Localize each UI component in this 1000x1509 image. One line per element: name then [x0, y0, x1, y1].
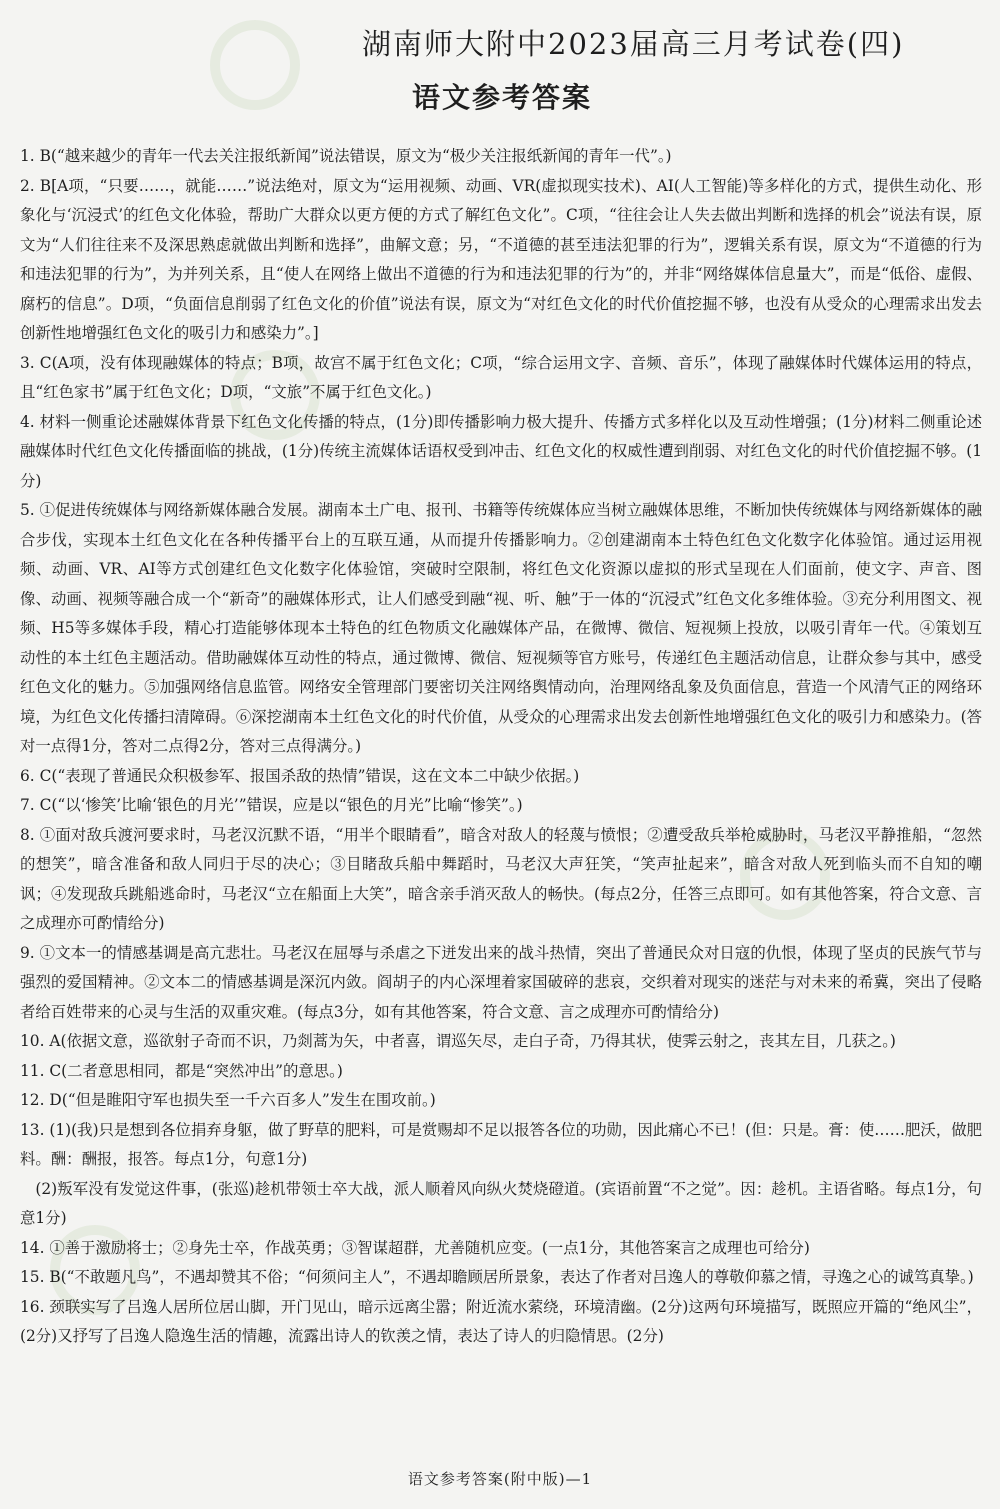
answer-item-8: 8. ①面对敌兵渡河要求时，马老汉沉默不语，“用半个眼睛看”，暗含对敌人的轻蔑与愤恨；②遭受敌兵举枪威胁时，马老汉平静推船，“忽然的想笑”，暗含准备和敌人同归于尽的决心；③目睹敌兵船中舞蹈时，马老汉大声狂笑，“笑声扯起来”，暗含对敌人死到临头而不自知的嘲讽；④发现敌兵跳船逃命时，马老汉“立在船面上大笑”，暗含亲手消灭敌人的畅快。(每点2分，任答三点即可。如有其他答案，符合文意、言之成理亦可酌情给分): [20, 825, 982, 932]
answer-list: [20, 142, 982, 1352]
page-subtitle: 语文参考答案: [412, 81, 593, 114]
page-title: 湖南师大附中2023届高三月考试卷(四): [362, 27, 905, 61]
page-footer: 语文参考答案(附中版)—1: [407, 1470, 593, 1488]
answer-item-1: 1. B(“越来越少的青年一代去关注报纸新闻”说法错误，原文为“极少关注报纸新闻的青年一代”。): [20, 147, 672, 165]
document-header: [0, 0, 1000, 120]
answer-item-12: 12. D(“但是睢阳守军也损失至一千六百多人”发生在围攻前。): [20, 1091, 436, 1109]
answer-item-6: 6. C(“表现了普通民众积极参军、报国杀敌的热情”错误，这在文本二中缺少依据。): [20, 766, 580, 785]
answer-item-14: 14. ①善于激励将士；②身先士卒，作战英勇；③智谋超群，尤善随机应变。(一点1分，其他答案言之成理也可给分): [20, 1238, 810, 1257]
answer-item-3: 3. C(A项，没有体现融媒体的特点；B项，故宫不属于红色文化；C项，“综合运用文字、音频、音乐”，体现了融媒体时代媒体运用的特点，且“红色家书”属于红色文化；D项，“文旅”不属于红色文化。): [20, 353, 982, 401]
answer-item-5: 5. ①促进传统媒体与网络新媒体融合发展。湖南本土广电、报刊、书籍等传统媒体应当树立融媒体思维，不断加快传统媒体与网络新媒体的融合步伐，实现本土红色文化在各种传播平台上的互联互通，从而提升传播影响力。②创建湖南本土特色红色文化数字化体验馆。通过运用视频、动画、VR、AI等方式创建红色文化数字化体验馆，突破时空限制，将红色文化资源以虚拟的形式呈现在人们面前，使文字、声音、图像、动画、视频等融合成一个“新奇”的融媒体形式，让人们感受到融“视、听、触”于一体的“沉浸式”红色文化多维体验。③充分利用图文、视频、H5等多媒体手段，精心打造能够体现本土特色的红色物质文化融媒体产品，在微博、微信、短视频上投放，以吸引青年一代。④策划互动性的本土红色主题活动。借助融媒体互动性的特点，通过微博、微信、短视频等官方账号，传递红色主题活动信息，让群众参与其中，感受红色文化的魅力。⑤加强网络信息监管。网络安全管理部门要密切关注网络舆情动向，治理网络乱象及负面信息，营造一个风清气正的网络环境，为红色文化传播扫清障碍。⑥深挖湖南本土红色文化的时代价值，从受众的心理需求出发去创新性地增强红色文化的吸引力和感染力。(答对一点得1分，答对二点得2分，答对三点得满分。): [20, 501, 982, 755]
answer-item-2: 2. B[A项，“只要……，就能……”说法绝对，原文为“运用视频、动画、VR(虚拟现实技术)、AI(人工智能)等多样化的方式，提供生动化、形象化与‘沉浸式’的红色文化体验，帮助广大群众以更方便的方式了解红色文化”。C项，“往往会让人失去做出判断和选择的机会”说法有误，原文为“人们往往来不及深思熟虑就做出判断和选择”，曲解文意；另，“不道德的甚至违法犯罪的行为”，逻辑关系有误，原文为“不道德的行为和违法犯罪的行为”，为并列关系，且“使人在网络上做出不道德的行为和违法犯罪的行为”的，并非“网络媒体信息量大”，而是“低俗、虚假、腐朽的信息”。D项，“负面信息削弱了红色文化的价值”说法有误，原文为“对红色文化的时代价值挖掘不够，也没有从受众的心理需求出发去创新性地增强红色文化的吸引力和感染力”。]: [20, 176, 982, 342]
answer-item-10: 10. A(依据文意，巡欲射子奇而不识，乃剡蒿为矢，中者喜，谓巡矢尽，走白子奇，乃得其状，使霁云射之，丧其左目，几获之。): [20, 1032, 896, 1050]
answer-item-9: 9. ①文本一的情感基调是高亢悲壮。马老汉在屈辱与杀虐之下迸发出来的战斗热情，突出了普通民众对日寇的仇恨，体现了坚贞的民族气节与强烈的爱国精神。②文本二的情感基调是深沉内敛。阎胡子的内心深埋着家国破碎的悲哀，交织着对现实的迷茫与对未来的希冀，突出了侵略者给百姓带来的心灵与生活的双重灾难。(每点3分，如有其他答案，符合文意、言之成理亦可酌情给分): [20, 943, 982, 1021]
answer-item-15: 15. B(“不敢题凡鸟”，不遇却赞其不俗；“何须问主人”，不遇却瞻顾居所景象，表达了作者对吕逸人的尊敬仰慕之情，寻逸之心的诚笃真挚。): [20, 1268, 974, 1286]
answer-item-16: 16. 颈联实写了吕逸人居所位居山脚，开门见山，暗示远离尘嚣；附近流水萦绕，环境清幽。(2分)这两句环境描写，既照应开篇的“绝风尘”，(2分)又抒写了吕逸人隐逸生活的情趣，流露出诗人的钦羡之情，表达了诗人的归隐情思。(2分): [20, 1297, 982, 1345]
answer-item-7: 7. C(“以‘惨笑’比喻‘银色的月光’”错误，应是以“银色的月光”比喻“惨笑”。): [20, 796, 523, 814]
answer-item-13-2: (2)叛军没有发觉这件事，(张巡)趁机带领士卒大战，派人顺着风向纵火焚烧磴道。(宾语前置“不之觉”。因：趁机。主语省略。每点1分，句意1分): [20, 1179, 982, 1227]
answer-item-11: 11. C(二者意思相同，都是“突然冲出”的意思。): [20, 1061, 343, 1080]
answer-item-13-1: 13. (1)(我)只是想到各位捐弃身躯，做了野草的肥料，可是赏赐却不足以报答各位的功勋，因此痛心不已！(但：只是。膏：使……肥沃，做肥料。酬：酬报，报答。每点1分，句意1分): [20, 1120, 982, 1168]
answer-item-4: 4. 材料一侧重论述融媒体背景下红色文化传播的特点，(1分)即传播影响力极大提升、传播方式多样化以及互动性增强；(1分)材料二侧重论述融媒体时代红色文化传播面临的挑战，(1分)传统主流媒体话语权受到冲击、红色文化的权威性遭到削弱、对红色文化的时代价值挖掘不够。(1分): [20, 412, 982, 490]
